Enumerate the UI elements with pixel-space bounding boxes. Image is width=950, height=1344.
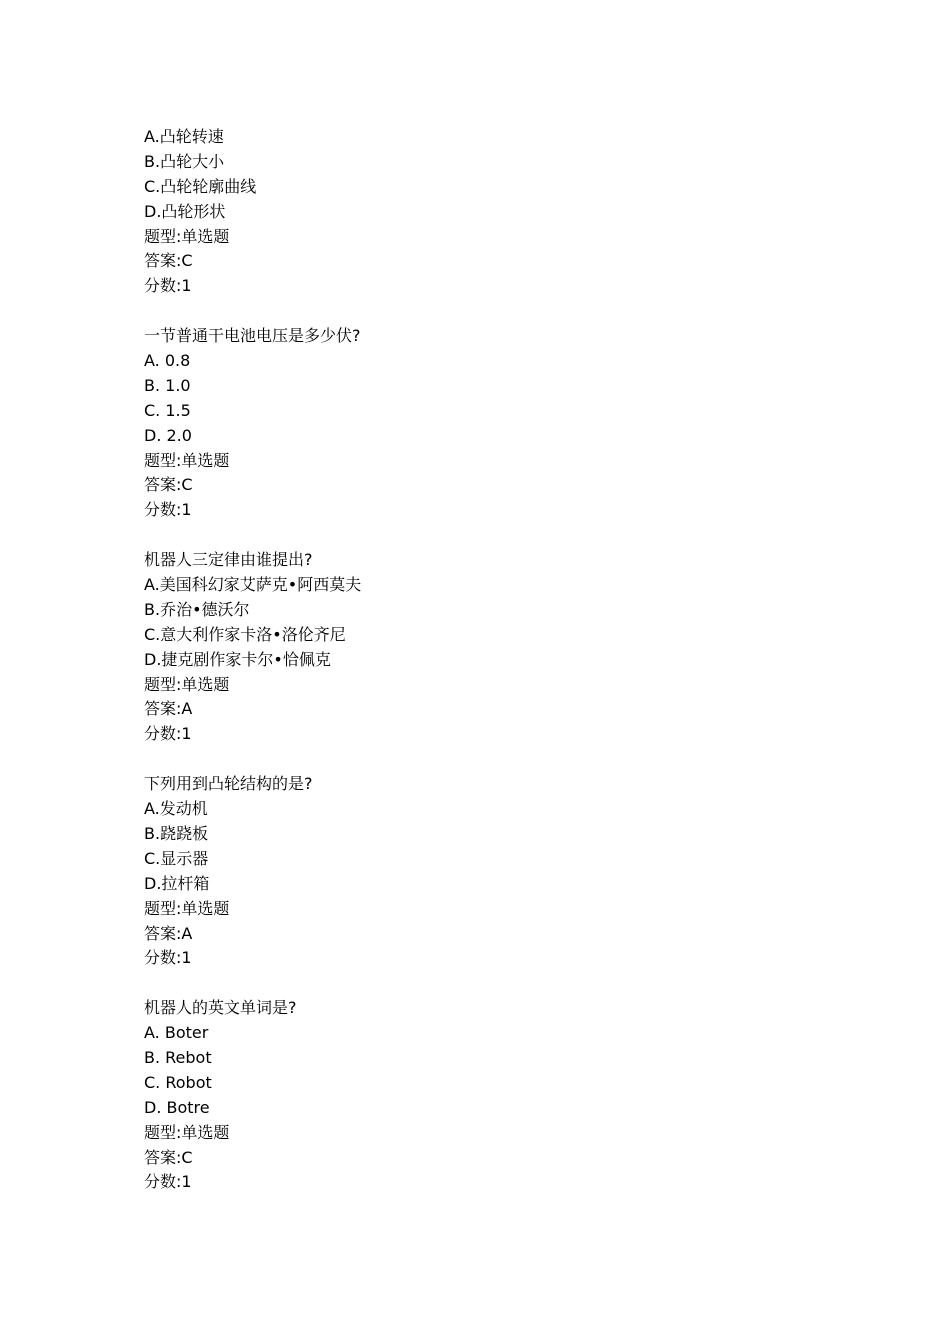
option-d: D.拉杆箱	[144, 873, 210, 893]
question-score: 分数:1	[144, 724, 192, 744]
question-block-2	[144, 324, 844, 523]
option-c: C.凸轮轮廓曲线	[144, 176, 257, 196]
question-type: 题型:单选题	[144, 226, 230, 246]
document-page	[144, 125, 844, 1220]
option-c: C.显示器	[144, 848, 209, 868]
option-a: A.发动机	[144, 799, 208, 819]
option-a: A. Boter	[144, 1023, 209, 1043]
question-type: 题型:单选题	[144, 450, 230, 470]
question-score: 分数:1	[144, 1172, 192, 1192]
question-stem: 一节普通干电池电压是多少伏?	[144, 326, 361, 346]
option-c: C.意大利作家卡洛•洛伦齐尼	[144, 624, 346, 644]
question-block-3	[144, 548, 844, 747]
question-answer: 答案:A	[144, 923, 193, 943]
question-type: 题型:单选题	[144, 674, 230, 694]
option-c: C. 1.5	[144, 400, 191, 420]
option-c: C. Robot	[144, 1072, 212, 1092]
question-type: 题型:单选题	[144, 898, 230, 918]
option-a: A.美国科幻家艾萨克•阿西莫夫	[144, 575, 362, 595]
option-b: B.乔治•德沃尔	[144, 599, 250, 619]
question-answer: 答案:C	[144, 475, 193, 495]
question-answer: 答案:C	[144, 251, 193, 271]
option-d: D. Botre	[144, 1097, 210, 1117]
option-d: D.凸轮形状	[144, 201, 226, 221]
question-type: 题型:单选题	[144, 1122, 230, 1142]
question-block-4	[144, 772, 844, 971]
option-b: B.凸轮大小	[144, 151, 225, 171]
question-answer: 答案:C	[144, 1147, 193, 1167]
option-d: D. 2.0	[144, 425, 192, 445]
question-block-1	[144, 125, 844, 299]
question-score: 分数:1	[144, 948, 192, 968]
option-a: A.凸轮转速	[144, 127, 224, 146]
option-b: B.跷跷板	[144, 823, 209, 843]
question-score: 分数:1	[144, 500, 192, 520]
question-block-5	[144, 996, 844, 1195]
question-answer: 答案:A	[144, 699, 193, 719]
option-a: A. 0.8	[144, 351, 191, 371]
option-b: B. Rebot	[144, 1047, 212, 1067]
question-stem: 下列用到凸轮结构的是?	[144, 774, 313, 794]
question-score: 分数:1	[144, 276, 192, 296]
question-stem: 机器人的英文单词是?	[144, 998, 297, 1018]
question-stem: 机器人三定律由谁提出?	[144, 550, 313, 570]
option-d: D.捷克剧作家卡尔•恰佩克	[144, 649, 331, 669]
option-b: B. 1.0	[144, 375, 191, 395]
